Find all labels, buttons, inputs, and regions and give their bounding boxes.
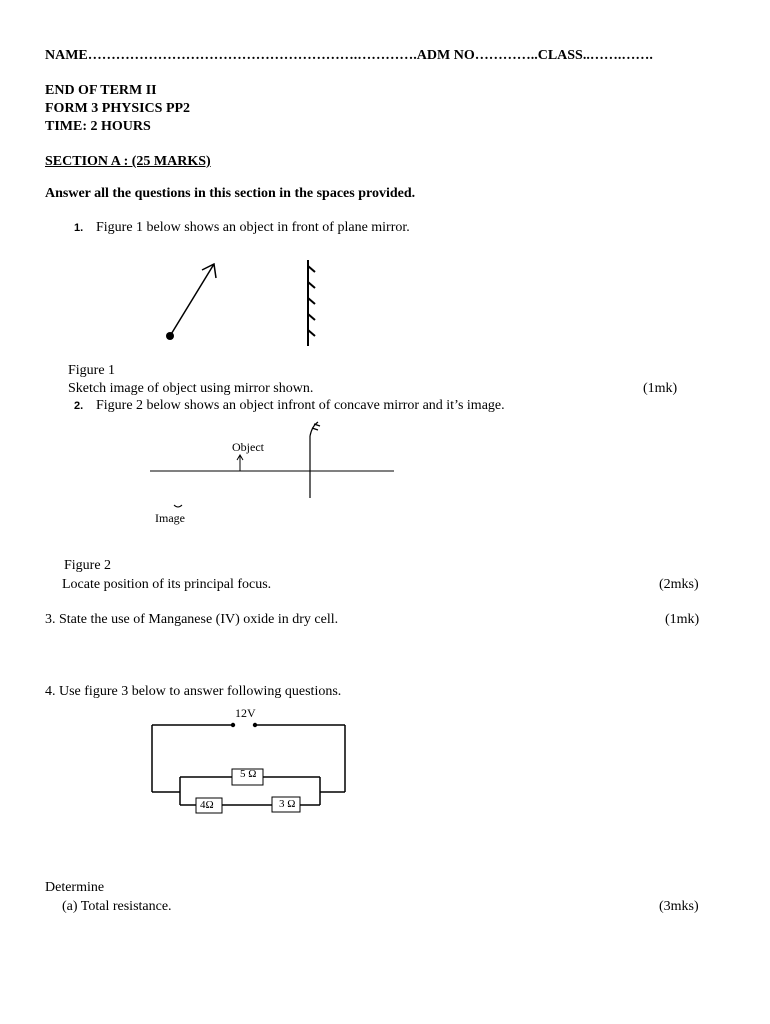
figure-1 <box>150 252 330 352</box>
circuit-wires <box>152 725 345 805</box>
q4-part-a: (a) Total resistance. <box>62 899 172 914</box>
resistor-3-ohm-label: 3 Ω <box>279 798 296 810</box>
subject-title: FORM 3 PHYSICS PP2 <box>45 101 191 116</box>
q1-task: Sketch image of object using mirror shown. <box>68 381 314 396</box>
q3-marks: (1mk) <box>665 612 700 627</box>
q1-marks: (1mk) <box>643 381 678 396</box>
section-title: SECTION A : (25 MARKS) <box>45 154 211 169</box>
object-arrow-fig2 <box>237 455 243 471</box>
concave-mirror <box>310 422 320 498</box>
q1-number: 1. <box>74 222 84 234</box>
resistor-5-ohm-label: 5 Ω <box>240 768 257 780</box>
q4-text: 4. Use figure 3 below to answer following questions. <box>45 684 342 699</box>
resistor-4-ohm-label: 4Ω <box>200 799 214 811</box>
q2-task: Locate position of its principal focus. <box>62 577 272 592</box>
determine-label: Determine <box>45 880 105 895</box>
object-base-point <box>166 332 174 340</box>
image-label: Image <box>155 511 185 525</box>
figure-2-caption: Figure 2 <box>64 558 112 573</box>
q1-text: Figure 1 below shows an object in front of plane mirror. <box>96 220 410 235</box>
time-allowed: TIME: 2 HOURS <box>45 119 151 134</box>
voltage-label: 12V <box>235 706 256 720</box>
object-arrow <box>170 264 216 336</box>
exam-title: END OF TERM II <box>45 83 157 98</box>
name-line: NAME………………………………………………….………….ADM NO…………..CLASS..…….……. <box>45 48 653 63</box>
q2-text: Figure 2 below shows an object infront of concave mirror and it’s image. <box>96 398 505 413</box>
section-instruction: Answer all the questions in this section in the spaces provided. <box>45 186 416 201</box>
figure-1-caption: Figure 1 <box>68 363 116 378</box>
plane-mirror <box>308 260 315 346</box>
object-label: Object <box>232 440 264 454</box>
q2-marks: (2mks) <box>659 577 699 592</box>
q4-marks: (3mks) <box>659 899 699 914</box>
cell-terminals <box>231 723 257 727</box>
q3-text: 3. State the use of Manganese (IV) oxide in dry cell. <box>45 612 339 627</box>
q2-number: 2. <box>74 400 84 412</box>
image-mark <box>174 505 182 507</box>
